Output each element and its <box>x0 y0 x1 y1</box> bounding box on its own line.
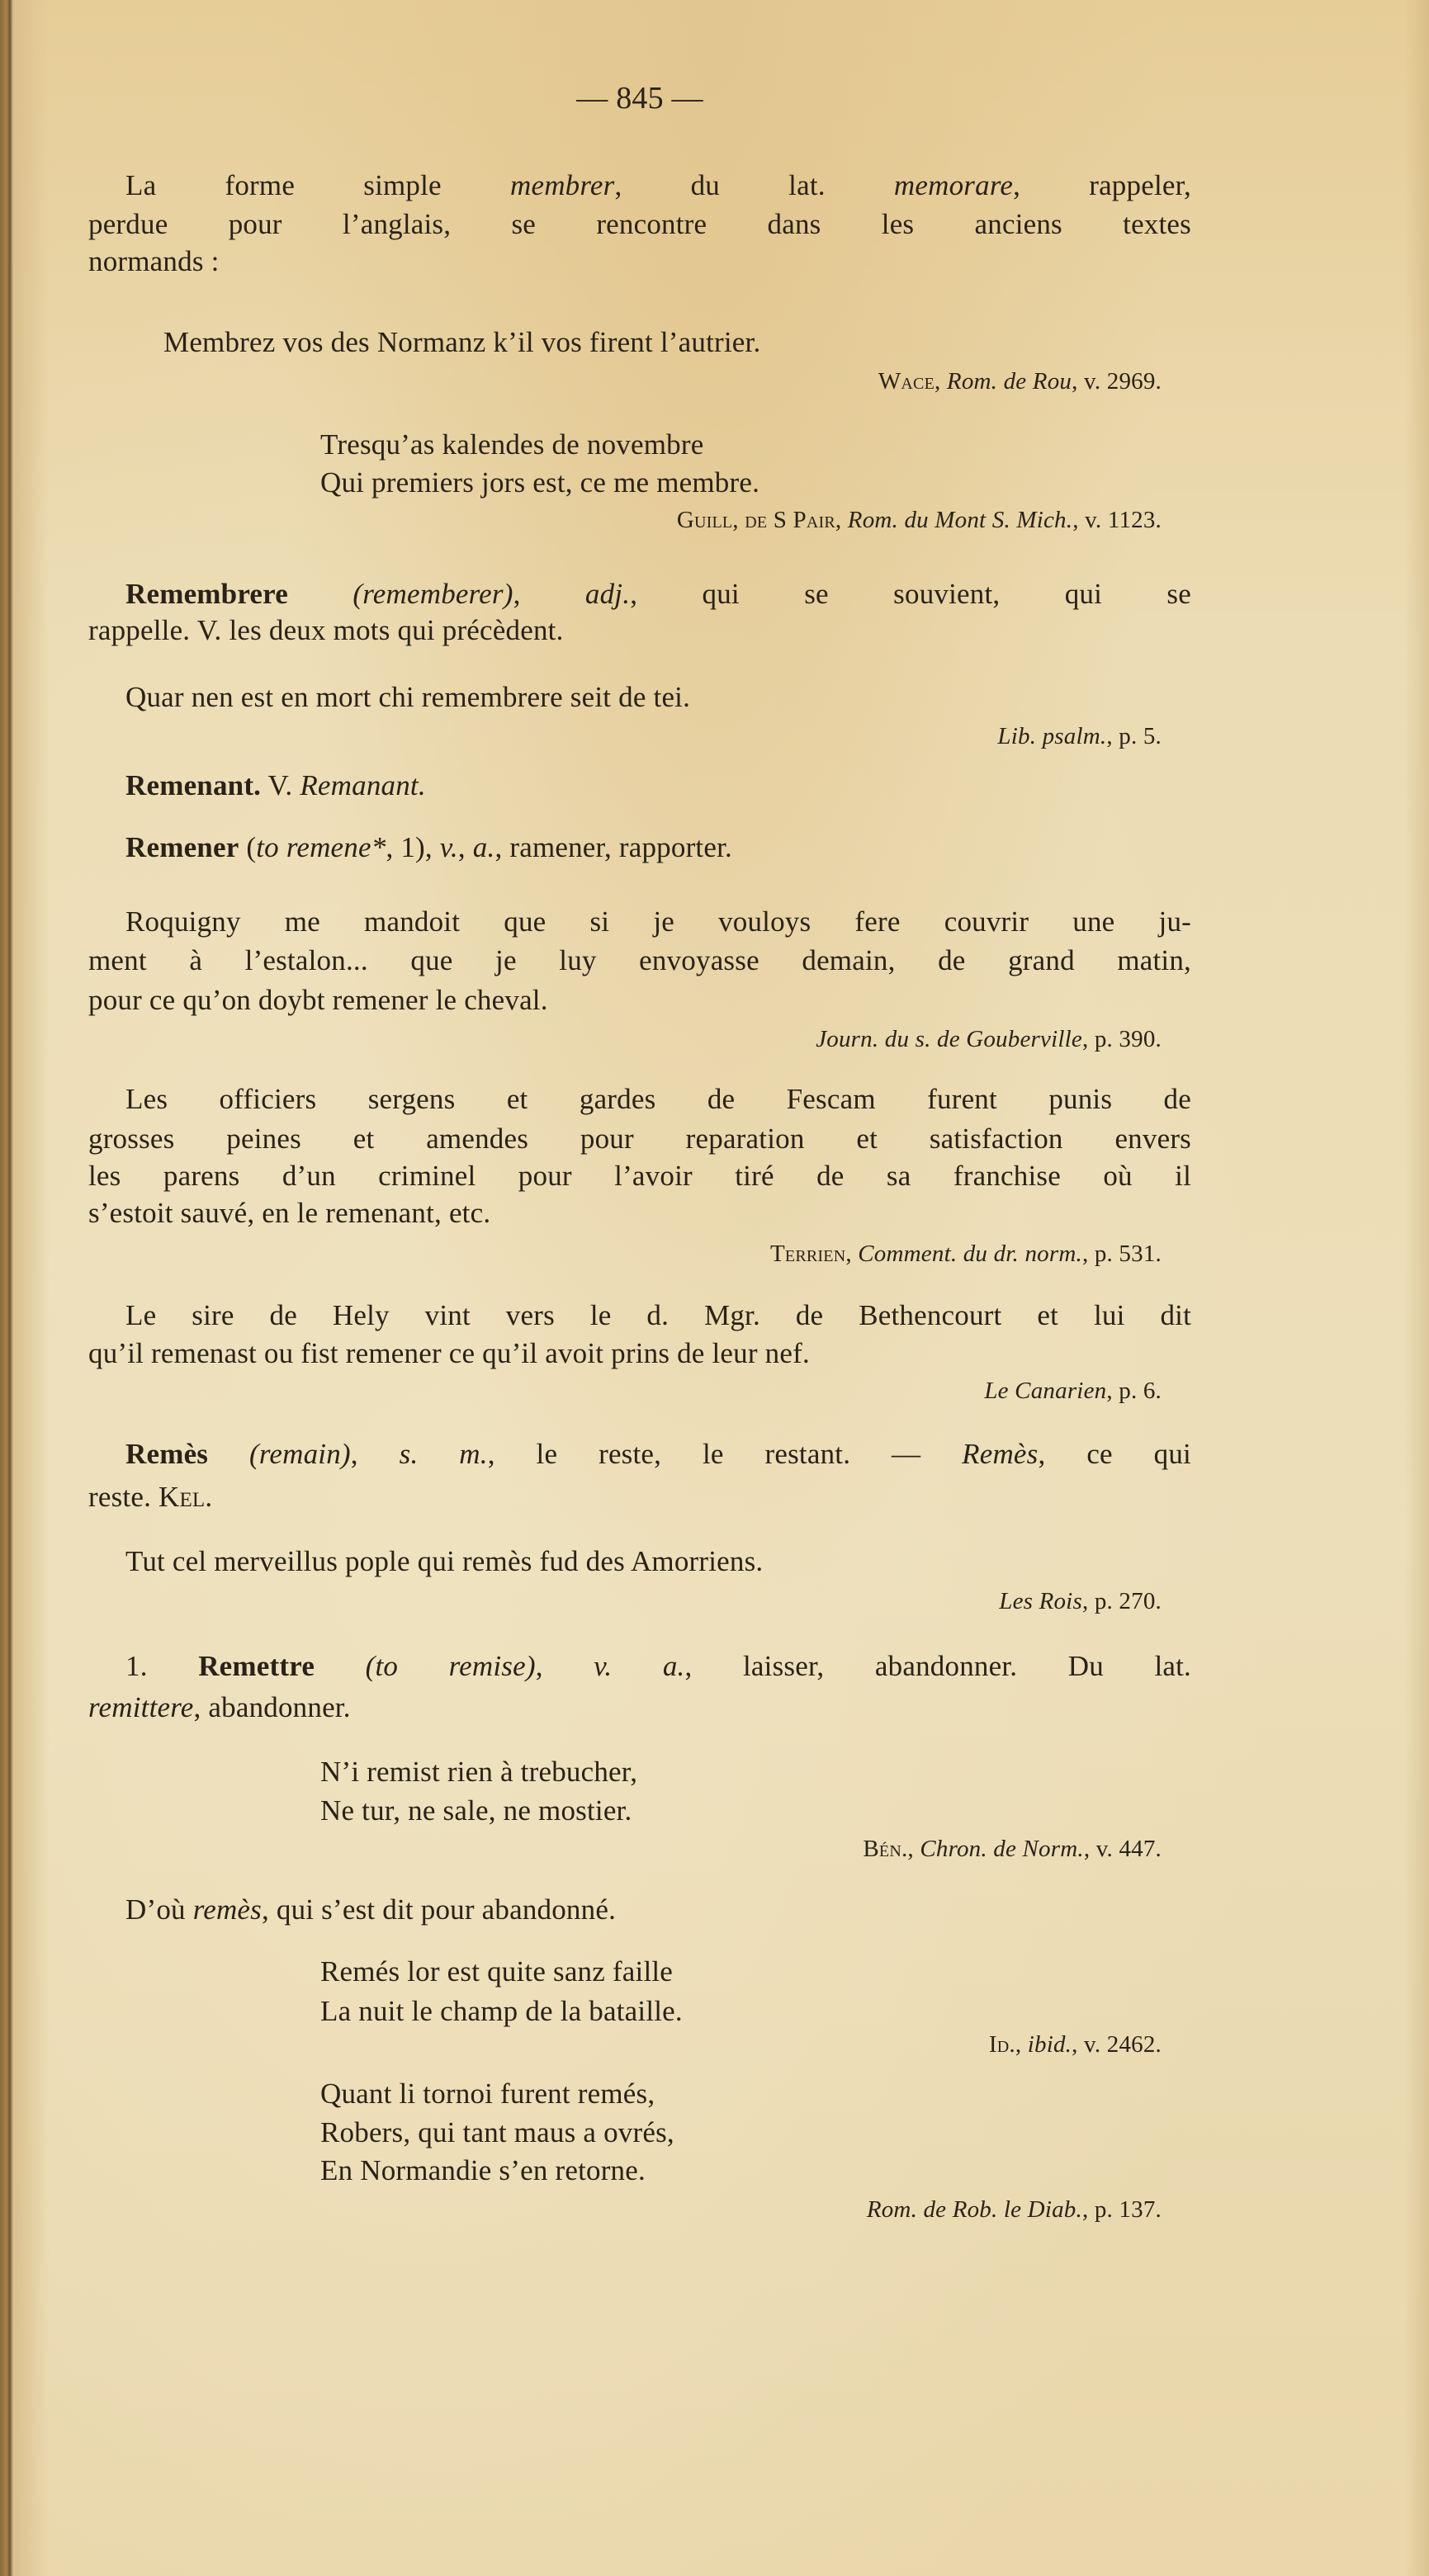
entry-remes-line-1: Remès (remain), s. m., le reste, le restant. — Remès, ce qui <box>125 1438 1191 1470</box>
cite-ref: , v. 447. <box>1083 1836 1162 1862</box>
entry-remes-line-2 <box>88 1482 212 1511</box>
cross-reference: Remanant. <box>300 769 426 801</box>
example-line: les parens d’un criminel pour l’avoir tiré de sa franchise où il <box>88 1160 1191 1192</box>
verse-line: N’i remist rien à trebucher, <box>320 1756 638 1788</box>
sep: , <box>835 507 848 533</box>
verse-line: Tresqu’as kalendes de novembre <box>320 428 704 461</box>
etymology: to remene* <box>256 831 386 863</box>
cite-ref: , v. 2462. <box>1072 2031 1162 2058</box>
part-of-speech: v. a. <box>594 1650 685 1682</box>
sep: , <box>935 368 947 395</box>
entry-remettre-line-1: 1. Remettre (to remise), v. a., laisser, abandonner. Du lat. <box>125 1650 1192 1682</box>
source-abbrev: Kel. <box>158 1481 213 1513</box>
example-line: grosses peines et amendes pour reparation et satisfaction envers <box>88 1123 1191 1155</box>
sep: , <box>907 1836 920 1862</box>
part-of-speech: a. <box>472 831 495 863</box>
intro-line-1 <box>125 171 1191 200</box>
verse-line: Qui premiers jors est, ce me membre. <box>320 466 760 499</box>
etymology: (to remise) <box>315 1650 536 1682</box>
cite-work: Chron. de Norm. <box>920 1836 1084 1862</box>
definition: , le reste, le restant. — <box>487 1438 963 1470</box>
text: , qui s’est dit pour abandonné. <box>261 1893 617 1926</box>
cite-ref: , p. 6. <box>1106 1378 1162 1404</box>
cite-author: Id. <box>988 2031 1015 2058</box>
citation-rois <box>999 1590 1162 1614</box>
entry-remener <box>125 833 732 862</box>
latin-term-membrer: membrer <box>509 169 615 201</box>
headword: Remener <box>125 831 239 863</box>
cite-work: Rom. de Rou <box>946 368 1072 395</box>
text: , du lat. <box>614 169 894 201</box>
text: D’où <box>125 1893 193 1926</box>
definition: , qui se souvient, qui se <box>630 578 1191 610</box>
see-also: V. <box>261 769 300 801</box>
part-of-speech: s. m. <box>399 1438 488 1470</box>
latin-term-memorare: memorare <box>893 169 1014 201</box>
paren: ( <box>239 831 257 863</box>
example-line: Le sire de Hely vint vers le d. Mgr. de Bethencourt et lui dit <box>125 1299 1191 1331</box>
cite-ref: , p. 531. <box>1081 1241 1162 1267</box>
example-line: Les officiers sergens et gardes de Fescam furent punis de <box>125 1083 1191 1115</box>
cite-ref: , p. 137. <box>1081 2196 1162 2223</box>
citation-canarien <box>984 1379 1162 1403</box>
cite-ref: , v. 2969. <box>1072 368 1162 395</box>
page-number: — 845 — <box>576 81 703 116</box>
headword: Remenant. <box>125 769 262 801</box>
quote-psalm: Quar nen est en mort chi remembrere seit de tei. <box>125 681 691 713</box>
headword: Remettre <box>198 1650 315 1682</box>
citation-wace <box>878 370 1162 394</box>
citation-ben <box>863 1837 1162 1861</box>
citation-terrien <box>770 1242 1162 1266</box>
cite-ref: , p. 5. <box>1106 723 1162 749</box>
sep: , <box>845 1241 859 1267</box>
citation-gouberville <box>816 1028 1162 1052</box>
citation-guill <box>677 508 1162 532</box>
headword: Remès <box>125 1438 209 1470</box>
part-of-speech: v. <box>439 831 458 863</box>
citation-psalm <box>997 725 1162 749</box>
entry-remenant <box>125 771 426 800</box>
definition: , laisser, abandonner. Du lat. <box>684 1650 1192 1682</box>
sep: , <box>1015 2031 1028 2058</box>
entry-remembrere-line-2: rappelle. V. les deux mots qui précèdent. <box>88 614 564 646</box>
intro-line-3: normands : <box>88 245 220 277</box>
cite-work: ibid. <box>1027 2031 1072 2058</box>
derived-remes <box>125 1895 616 1924</box>
text: La forme simple <box>125 169 510 201</box>
cite-ref: , p. 390. <box>1081 1026 1162 1052</box>
entry-number: 1. <box>125 1650 199 1682</box>
example-line: pour ce qu’on doybt remener le cheval. <box>88 984 548 1016</box>
verse-line: Remés lor est quite sanz faille <box>320 1955 674 1988</box>
example-line: s’estoit sauvé, en le remenant, etc. <box>88 1197 491 1229</box>
derived-term: remès <box>192 1893 262 1926</box>
cite-author: Terrien <box>770 1241 846 1267</box>
sep: , <box>457 831 473 863</box>
text: , rappeler, <box>1013 169 1192 201</box>
verse-line: En Normandie s’en retorne. <box>320 2154 646 2186</box>
intro-line-2: perdue pour l’anglais, se rencontre dans les anciens textes <box>88 208 1191 240</box>
cite-work: Rom. du Mont S. Mich. <box>847 507 1073 533</box>
cite-work: Le Canarien <box>984 1378 1107 1404</box>
cite-ref: , v. 1123. <box>1072 507 1162 533</box>
citation-robert <box>867 2198 1162 2222</box>
verse-line: Quant li tornoi furent remés, <box>320 2077 655 2110</box>
example-line: qu’il remenast ou fist remener ce qu’il avoit prins de leur nef. <box>88 1337 810 1369</box>
example-line: Roquigny me mandoit que si je vouloys fere couvrir une ju- <box>125 905 1191 938</box>
definition: , ramener, rapporter. <box>494 831 732 863</box>
headword: Remembrere <box>125 578 288 610</box>
cite-work: Lib. psalm. <box>997 723 1107 749</box>
verse-line: Robers, qui tant maus a ovrés, <box>320 2116 674 2148</box>
definition: , ce qui <box>1038 1438 1191 1470</box>
cite-work: Rom. de Rob. le Diab. <box>866 2196 1082 2223</box>
cite-author: Wace <box>878 368 935 395</box>
quote-wace: Membrez vos des Normanz k’il vos firent l’autrier. <box>163 326 761 358</box>
definition: , abandonner. <box>193 1691 351 1723</box>
quote-rois: Tut cel merveillus pople qui remès fud des Amorriens. <box>125 1545 764 1577</box>
text: reste. <box>88 1481 159 1513</box>
page-edge-shadow <box>1404 0 1429 2576</box>
part-of-speech: adj. <box>584 578 631 610</box>
etymology: (rememberer) <box>353 578 513 610</box>
etym-number: , 1), <box>386 831 440 863</box>
cite-work: Journ. du s. de Gouberville <box>816 1026 1082 1052</box>
verse-line: La nuit le champ de la bataille. <box>320 1995 683 2027</box>
cite-author: Bén. <box>863 1836 908 1862</box>
citation-id <box>989 2033 1162 2057</box>
entry-remembrere-line-1: Remembrere (rememberer), adj., qui se souvient, qui se <box>125 578 1191 610</box>
verse-line: Ne tur, ne sale, ne mostier. <box>320 1794 632 1827</box>
example-line: ment à l’estalon... que je luy envoyasse demain, de grand matin, <box>88 944 1191 976</box>
entry-remettre-line-2 <box>88 1693 351 1722</box>
cite-work: Les Rois <box>999 1588 1082 1614</box>
cite-ref: , p. 270. <box>1081 1588 1162 1614</box>
etymology: (remain) <box>249 1438 351 1470</box>
cite-work: Comment. du dr. norm. <box>858 1241 1082 1267</box>
cite-author: Guill, de S Pair <box>676 507 835 533</box>
variant-term: Remès <box>962 1438 1039 1470</box>
latin-term: remittere <box>88 1691 194 1723</box>
